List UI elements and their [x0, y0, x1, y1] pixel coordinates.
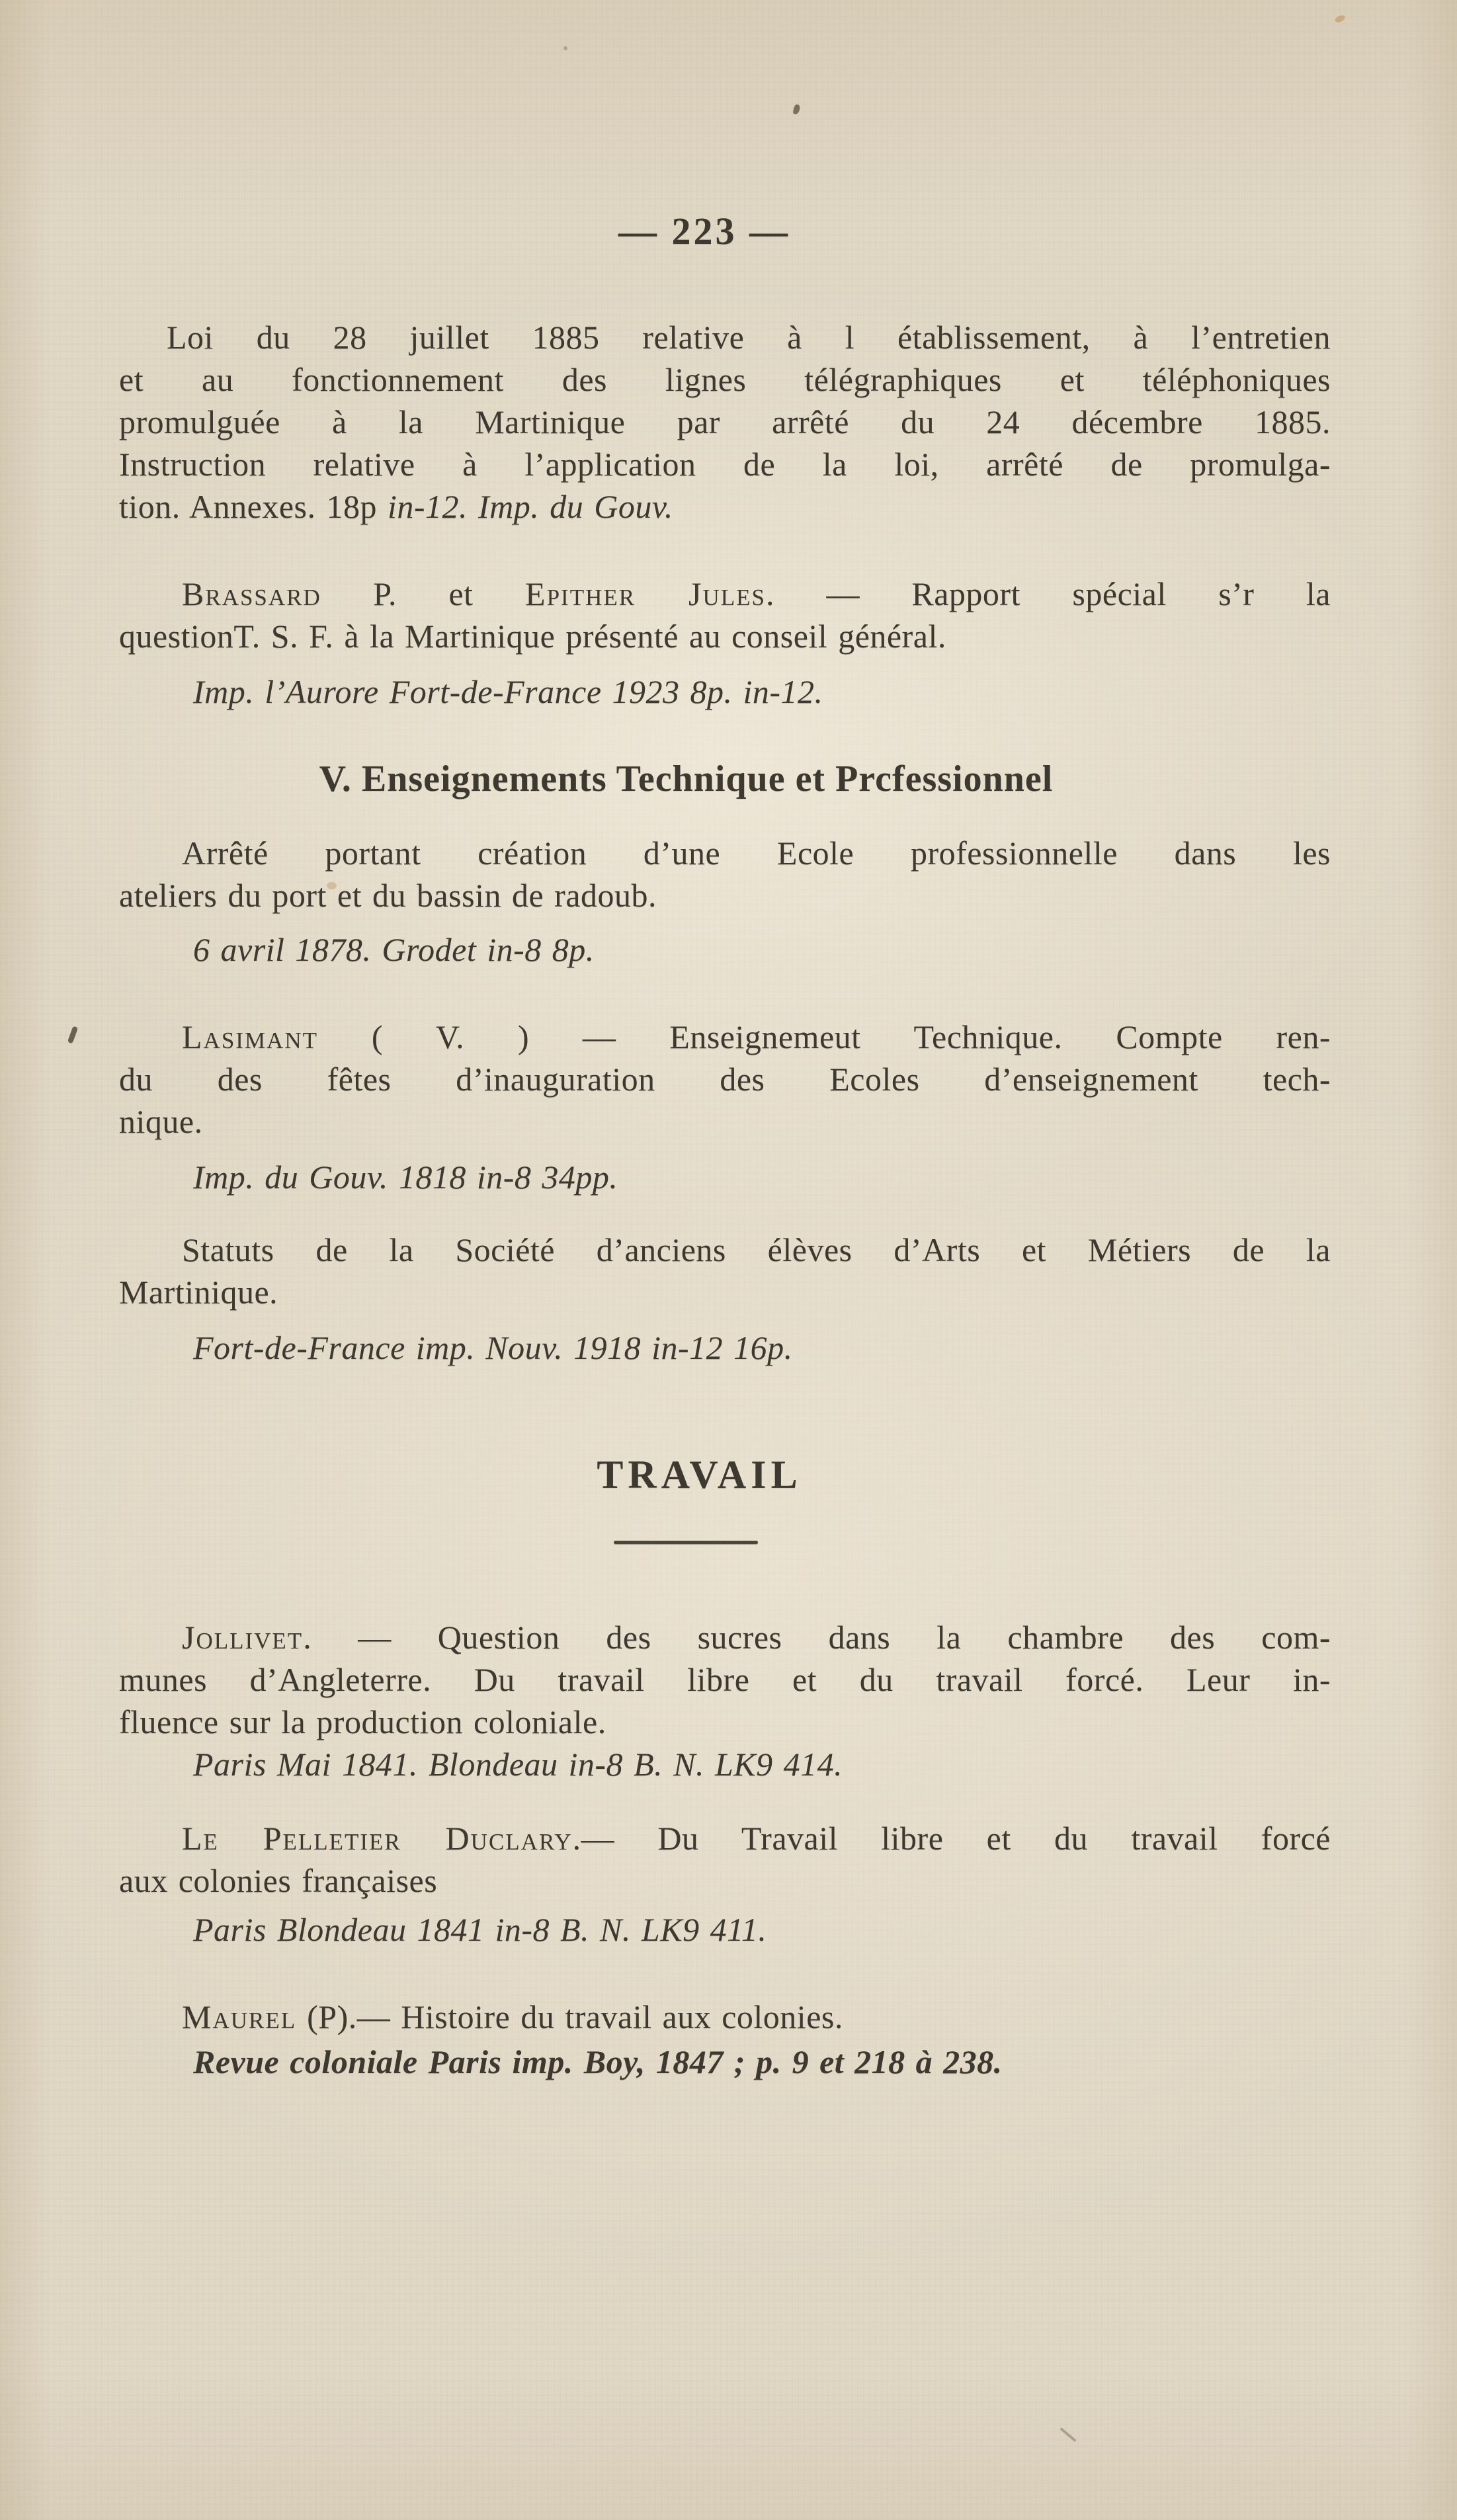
rust-stain [327, 882, 337, 889]
entry-arrete-ecole [119, 832, 1331, 971]
text-line [119, 1701, 1331, 1743]
text-line [119, 573, 1331, 615]
imprint-reference: in-12. Imp. du Gouv. [387, 488, 673, 525]
author-name: Le Pelletier Duclary [182, 1820, 573, 1857]
entry-jollivet [119, 1616, 1331, 1785]
line-text: Statuts de la Société d’anciens élèves d’Arts et Métiers de la [182, 1231, 1331, 1268]
line-text: Loi du 28 juillet 1885 relative à l établissement, à l’entretien [167, 319, 1331, 356]
line-text: Instruction relative à l’application de la loi, arrêté de promulga- [119, 446, 1331, 483]
section-divider-rule [614, 1541, 758, 1544]
line-text: Paris Mai 1841. Blondeau in-8 B. N. LK9 414. [193, 1746, 843, 1783]
line-text: aux colonies françaises [119, 1862, 438, 1899]
text-line [119, 1100, 1331, 1143]
text-line [119, 443, 1331, 485]
line-text: munes d’Angleterre. Du travail libre et du travail forcé. Leur in- [119, 1661, 1331, 1698]
text-line [119, 1996, 1331, 2038]
page-number: — 223 — [618, 210, 790, 253]
text-line [119, 1817, 1331, 1859]
line-text: .— Du Travail libre et du travail forcé [572, 1820, 1331, 1857]
ink-speck [563, 46, 567, 50]
entry-maurel [119, 1996, 1331, 2083]
text-line [119, 615, 1331, 657]
ink-speck [793, 104, 801, 115]
entry-lasimant [119, 1016, 1331, 1198]
text-line [119, 401, 1331, 443]
line-text: questionT. S. F. à la Martinique présenté au conseil général. [119, 618, 946, 655]
ink-speck [67, 1026, 78, 1043]
entry-brassard-epither [119, 573, 1331, 713]
author-name: Brassard [182, 575, 321, 612]
imprint-reference [119, 2041, 1331, 2083]
line-text: (P).— Histoire du travail aux colonies. [296, 1998, 843, 2035]
line-text: Revue coloniale Paris imp. Boy, 1847 ; p. 9 et 218 à 238. [193, 2043, 1003, 2080]
line-text: du des fêtes d’inauguration des Ecoles d’enseignement tech- [119, 1061, 1331, 1098]
imprint-reference [119, 671, 1331, 713]
line-text: nique. [119, 1103, 203, 1140]
section-heading-enseignements: V. Enseignements Technique et Prcfessionnel [319, 758, 1054, 799]
entry-statuts-societe [119, 1229, 1331, 1369]
imprint-reference [119, 1156, 1331, 1198]
text-line [119, 358, 1331, 401]
scratch-mark [1060, 2427, 1077, 2442]
line-text: tion. Annexes. 18p [119, 488, 388, 525]
line-text: P. et [321, 575, 526, 612]
author-name: Jollivet [182, 1619, 304, 1656]
line-text: Paris Blondeau 1841 in-8 B. N. LK9 411. [193, 1911, 767, 1948]
author-name: Epither Jules [525, 575, 766, 612]
author-name: Lasimant [182, 1018, 318, 1055]
line-text: ateliers du port et du bassin de radoub. [119, 877, 657, 914]
imprint-reference [119, 1908, 1331, 1951]
text-line [119, 1616, 1331, 1658]
line-text: 6 avril 1878. Grodet in-8 8p. [193, 931, 595, 968]
line-text: . — Rapport spécial s’r la [765, 575, 1331, 612]
rust-stain [1334, 14, 1346, 24]
line-text: Imp. du Gouv. 1818 in-8 34pp. [193, 1158, 618, 1196]
text-line [119, 874, 1331, 916]
text-line [119, 1058, 1331, 1100]
author-name: Maurel [182, 1998, 297, 2035]
text-line [119, 1229, 1331, 1271]
line-text: Arrêté portant création d’une Ecole professionnelle dans les [182, 834, 1331, 872]
text-line [119, 1016, 1331, 1058]
line-text: Imp. l’Aurore Fort-de-France 1923 8p. in-12. [193, 673, 823, 710]
imprint-reference [119, 928, 1331, 971]
entry-lepelletier-duclary [119, 1817, 1331, 1951]
entry-loi-telegraphe [119, 316, 1331, 528]
line-text: . — Question des sucres dans la chambre des com- [303, 1619, 1331, 1656]
imprint-reference [119, 1326, 1331, 1369]
imprint-reference [119, 1743, 1331, 1785]
section-heading-travail: TRAVAIL [597, 1453, 802, 1496]
text-line [119, 485, 1331, 528]
text-line [119, 832, 1331, 874]
text-line [119, 1271, 1331, 1313]
line-text: Martinique. [119, 1274, 278, 1311]
text-line [119, 1658, 1331, 1701]
line-text: ( V. ) — Enseignemeut Technique. Compte ren- [318, 1018, 1331, 1055]
text-line [119, 1859, 1331, 1902]
line-text: et au fonctionnement des lignes télégraphiques et téléphoniques [119, 361, 1331, 398]
line-text: Fort-de-France imp. Nouv. 1918 in-12 16p. [193, 1329, 793, 1366]
line-text: fluence sur la production coloniale. [119, 1703, 606, 1740]
line-text: promulguée à la Martinique par arrêté du 24 décembre 1885. [119, 403, 1331, 440]
text-line [119, 316, 1331, 358]
